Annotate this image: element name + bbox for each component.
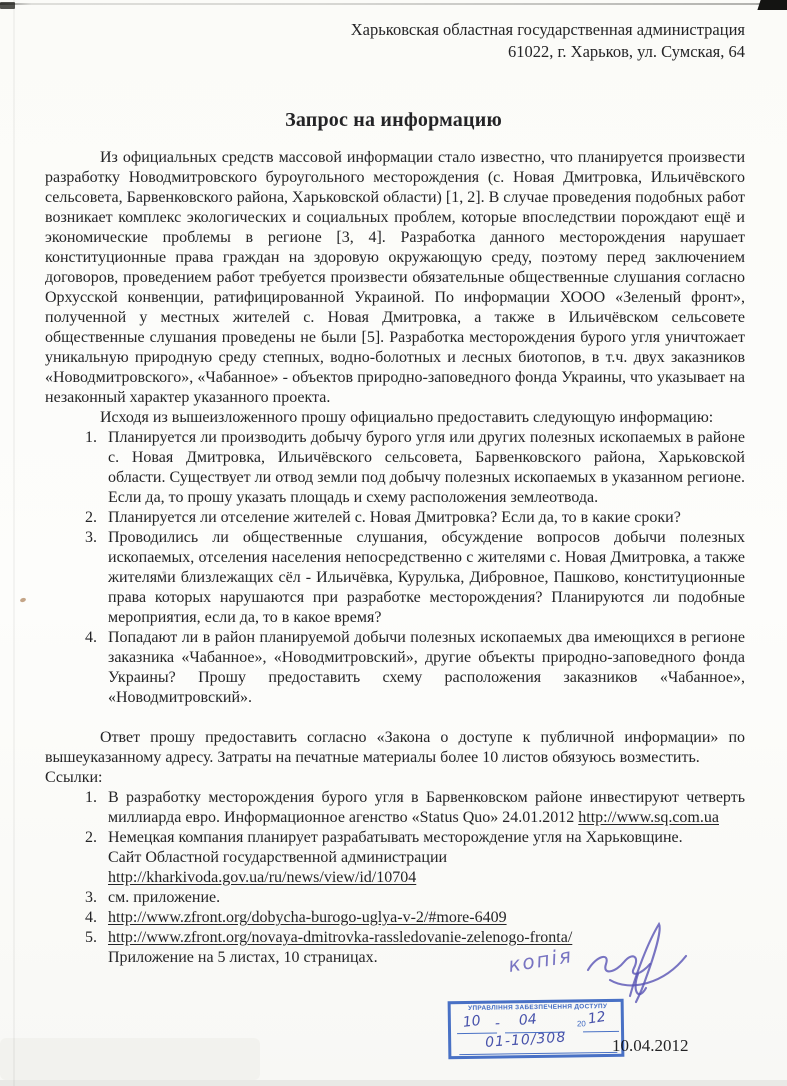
reference-number: 5. <box>85 929 97 946</box>
scan-smudge <box>0 1038 260 1080</box>
reference-text: см. приложение. <box>108 889 221 906</box>
document-title: Запрос на информацию <box>285 109 502 131</box>
question-text: Проводились ли общественные слушания, обсуждение вопросов добычи полезных ископаемых, отселения населения непосредственно с жителями с. Новая Дмитровка, а также жителями близлежащих сёл - Ильичёвка, Курулька, Дибровное, Пашково, конституционные права которых нарушаются при разработке месторождения? Планируются ли подобные мероприятия, если да, то в какое время? <box>108 529 745 626</box>
handwritten-note: копія <box>506 943 575 977</box>
intro-paragraph: Из официальных средств массовой информации стало известно, что планируется произвести разработку Новодмитровского буроугольного месторождения (с. Новая Дмитровка, Ильичёвского сельсовета, Барвенковского района, Харьковской области) [1, 2]. В случае проведения подобных работ возникает комплекс экологических и социальных проблем, которые впоследствии порождают ещё и экономические проблемы в регионе [3, 4]. Разработка данного месторождения нарушает конституционные права граждан на здоровую окружающую среду, поэтому перед заключением договоров, проведением работ требуется произвести обязательные общественные слушания согласно Орхусской конвенции, ратифицированной Украиной. По информации ХООО «Зеленый фронт», полученной у местных жителей с. Новая Дмитровка, а также в Ильичёвском сельсовете общественные слушания проведены не были [5]. Разработка месторождения бурого угля уничтожает уникальную природную среду степных, водно-болотных и лесных биотопов, в т.ч. двух заказников «Новодмитровского», «Чабанное» - объектов природно-заповедного фонда Украины, что указывает на незаконный характер указанного проекта. <box>45 149 745 406</box>
addressee-address: 61022, г. Харьков, ул. Сумская, 64 <box>508 42 745 61</box>
reference-text: В разработку месторождения бурого угля в Барвенковском районе инвестируют четверть миллиарда евро. Информационное агенство «Status Quo» 24.01.2012 <box>108 789 745 826</box>
question-item <box>85 428 745 508</box>
question-text: Планируется ли производить добычу бурого угля или других полезных ископаемых в районе с. Новая Дмитровка, Ильичёвского сельсовета, Барвенковского района, Харьковской области. Существует ли отвод земли под добычу полезных ископаемых в указанном регионе. Если да, то прошу указать площадь и схему расположения землеотвода. <box>108 429 745 506</box>
document-date: 10.04.2012 <box>612 1036 689 1055</box>
reference-item <box>85 788 745 828</box>
questions-list <box>85 428 745 708</box>
stamp-month-handwritten: 04 <box>518 1011 538 1029</box>
paper-fold-line <box>13 0 15 1086</box>
reference-url-link[interactable]: http://www.zfront.org/dobycha-burogo-uglya-v-2/#more-6409 <box>108 909 507 926</box>
request-lead-paragraph: Исходя из вышеизложенного прошу официально предоставить следующую информацию: <box>100 409 714 426</box>
stamp-registration-number-handwritten: 01-10/308 <box>484 1029 567 1051</box>
attachment-note: Приложение на 5 листах, 10 страницах. <box>108 949 378 966</box>
paper-speck <box>162 571 166 574</box>
stamp-day-handwritten: 10 <box>462 1012 482 1031</box>
addressee-block <box>0 0 787 63</box>
reference-url-link[interactable]: http://kharkivoda.gov.ua/ru/news/view/id/10704 <box>108 869 417 886</box>
reference-number: 2. <box>85 829 97 846</box>
reference-url-link[interactable]: http://www.zfront.org/novaya-dmitrovka-rassledovanie-zelenogo-fronta/ <box>108 929 573 946</box>
scan-corner-artifact-right <box>757 0 787 10</box>
letter-body <box>45 148 745 968</box>
paper-speck <box>19 597 26 603</box>
scan-top-edge-artifact <box>0 3 787 5</box>
handwritten-signature <box>580 916 712 1016</box>
reference-item <box>85 888 745 908</box>
scan-bottom-edge-artifact <box>0 1080 787 1086</box>
reference-text-line2: Сайт Областной государственной администрации <box>108 849 448 866</box>
reference-url-link[interactable]: http://www.sq.com.ua <box>578 809 719 826</box>
question-number: 1. <box>85 429 97 446</box>
references-heading: Ссылки: <box>45 769 103 786</box>
reference-number: 3. <box>85 889 97 906</box>
question-text: Планируется ли отселение жителей с. Новая Дмитровка? Если да, то в какие сроки? <box>108 509 681 526</box>
stamp-department-label: УПРАВЛІННЯ ЗАБЕЗПЕЧЕННЯ ДОСТУПУ <box>468 1003 608 1012</box>
stamp-number-row <box>457 1029 621 1055</box>
question-item <box>85 528 745 628</box>
reference-number: 4. <box>85 909 97 926</box>
question-number: 3. <box>85 529 97 546</box>
question-number: 4. <box>85 629 97 646</box>
stamp-year-handwritten: 12 <box>586 1008 607 1028</box>
question-item <box>85 628 745 708</box>
question-item <box>85 508 745 528</box>
stamp-dash: - <box>494 1015 501 1032</box>
stamp-underline <box>459 1052 617 1055</box>
reference-number: 1. <box>85 789 97 806</box>
stamp-year-prefix: 20 <box>576 1019 586 1029</box>
reference-item <box>85 828 745 888</box>
paragraph-gap <box>45 708 745 728</box>
question-text: Попадают ли в район планируемой добычи полезных ископаемых два имеющихся в регионе заказника «Чабанное», «Новодмитровский», другие объекты природно-заповедного фонда Украины? Прошу предоставить схему расположения заказников «Чабанное», «Новодмитровский». <box>108 629 745 706</box>
closing-paragraph: Ответ прошу предоставить согласно «Закона о доступе к публичной информации» по вышеуказанному адресу. Затраты на печатные материалы более 10 листов обязуюсь возместить. <box>45 729 745 766</box>
addressee-organization: Харьковская областная государственная администрация <box>350 20 745 39</box>
reference-text: Немецкая компания планирует разрабатывать месторождение угля на Харьковщине. <box>108 829 683 846</box>
question-number: 2. <box>85 509 97 526</box>
